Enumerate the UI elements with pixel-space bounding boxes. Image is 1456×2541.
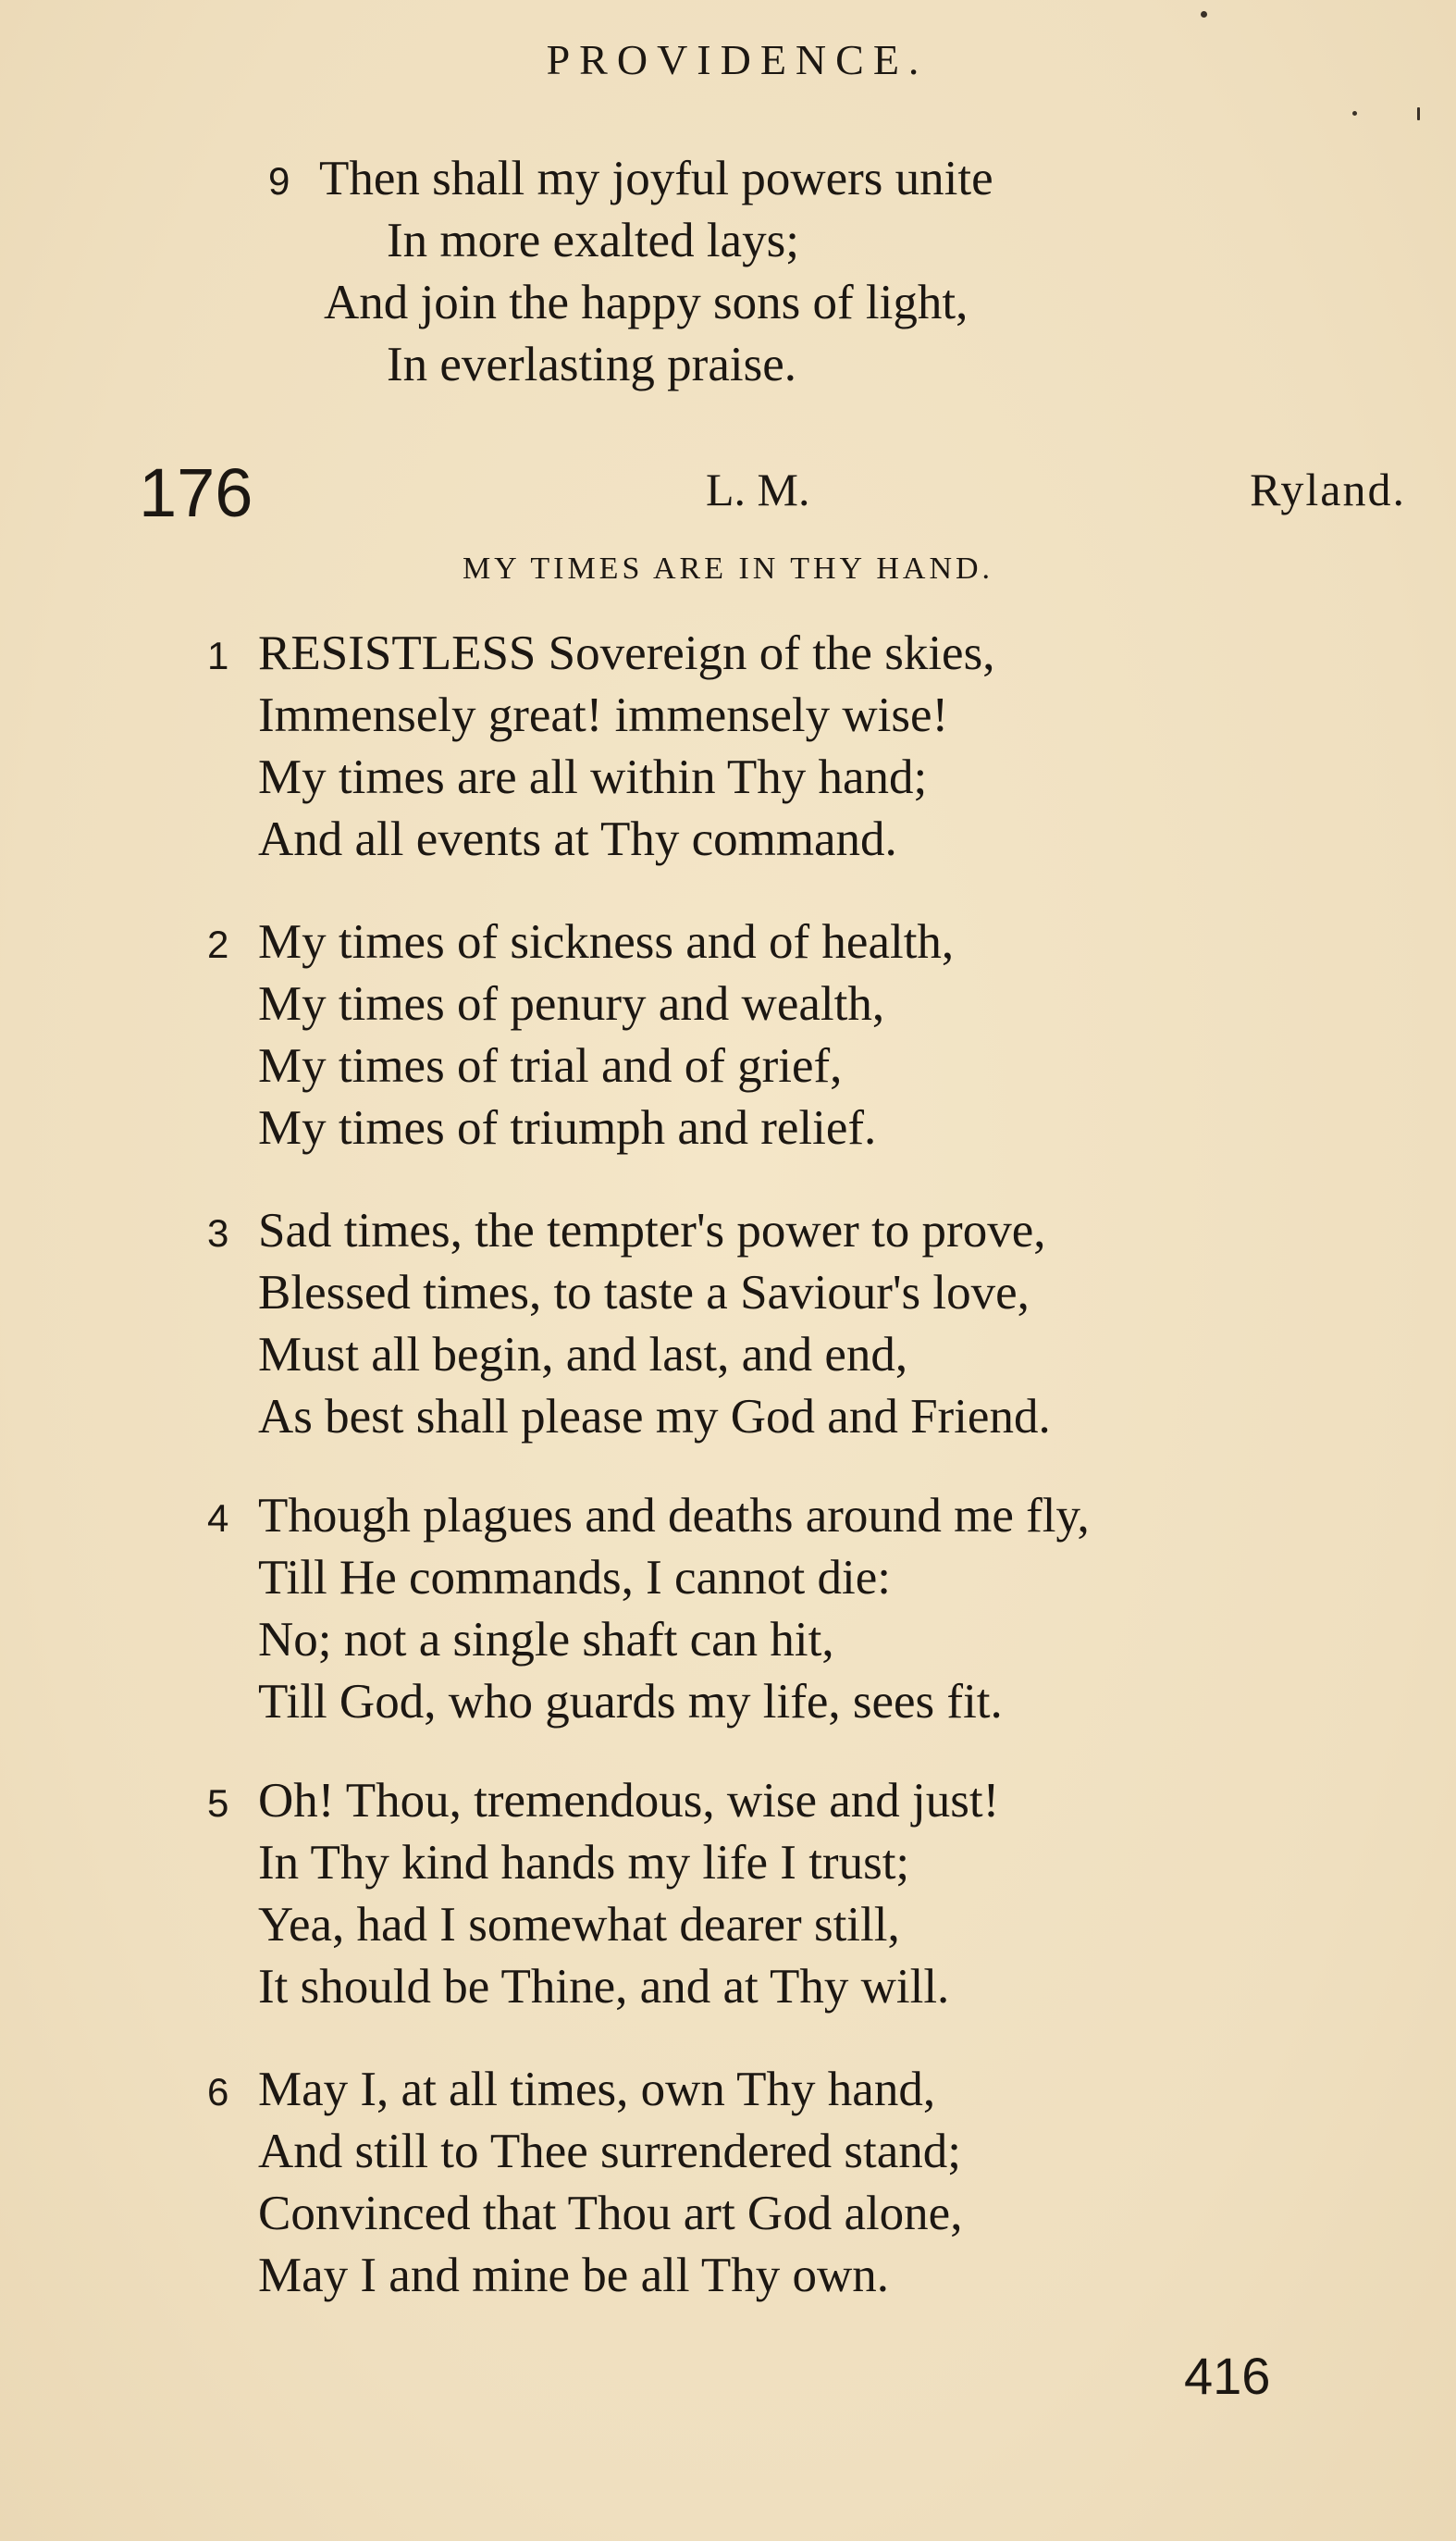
- stanza: [207, 911, 954, 1159]
- stanza-number: 4: [207, 1496, 229, 1540]
- stanza-line: Blessed times, to taste a Saviour's love,: [258, 1266, 1030, 1320]
- stanza-line: Must all begin, and last, and end,: [258, 1328, 908, 1382]
- print-speck: [1352, 111, 1357, 116]
- stanza-number: 5: [207, 1781, 229, 1825]
- stanza-number: 2: [207, 923, 229, 966]
- stanza-line: As best shall please my God and Friend.: [258, 1390, 1051, 1444]
- stanza-line: 2 My times of sickness and of health,: [207, 911, 954, 973]
- stanza-line: It should be Thine, and at Thy will.: [258, 1960, 950, 2014]
- stanza-line: My times of trial and of grief,: [258, 1039, 843, 1093]
- stanza-line: In more exalted lays;: [387, 214, 799, 267]
- stanza-line: Till God, who guards my life, sees fit.: [258, 1675, 1003, 1729]
- page-number: 416: [1184, 2347, 1271, 2405]
- stanza-line: 6 May I, at all times, own Thy hand,: [207, 2059, 962, 2121]
- hymn-tune: Ryland.: [1250, 464, 1406, 515]
- stanza-line: Immensely great! immensely wise!: [258, 688, 949, 742]
- stanza-line: Yea, had I somewhat dearer still,: [258, 1898, 900, 1952]
- stanza-line: My times of penury and wealth,: [258, 977, 885, 1031]
- stanza-line: Till He commands, I cannot die:: [258, 1551, 892, 1605]
- stanza: [207, 1770, 999, 2018]
- stanza-line: My times are all within Thy hand;: [258, 750, 928, 804]
- stanza-line: In Thy kind hands my life I trust;: [258, 1836, 910, 1890]
- stanza: [207, 623, 994, 871]
- stanza-line: In everlasting praise.: [387, 338, 796, 391]
- running-head: PROVIDENCE.: [546, 36, 929, 83]
- print-speck: [1417, 107, 1420, 120]
- stanza-line: No; not a single shaft can hit,: [258, 1613, 834, 1667]
- stanza-line: 1 RESISTLESS Sovereign of the skies,: [207, 623, 994, 685]
- stanza: [207, 2059, 962, 2307]
- hymn-subtitle: MY TIMES ARE IN THY HAND.: [462, 552, 994, 586]
- stanza-number: 1: [207, 634, 229, 677]
- stanza-line: 4 Though plagues and deaths around me fly,: [207, 1485, 1090, 1547]
- stanza-number: 3: [207, 1211, 229, 1255]
- stanza-number: 6: [207, 2070, 229, 2113]
- stanza-number: 9: [268, 159, 290, 203]
- stanza-line: May I and mine be all Thy own.: [258, 2249, 889, 2302]
- hymn-number: 176: [139, 454, 253, 531]
- hymn-header: [0, 453, 1456, 537]
- stanza-line: 5 Oh! Thou, tremendous, wise and just!: [207, 1770, 999, 1832]
- stanza-line: And still to Thee surrendered stand;: [258, 2125, 961, 2178]
- stanza-line: My times of triumph and relief.: [258, 1101, 877, 1155]
- stanza-line: Convinced that Thou art God alone,: [258, 2187, 963, 2240]
- stanza-line: 9 Then shall my joyful powers unite: [268, 148, 993, 210]
- prev-hymn-stanza: [268, 148, 993, 396]
- stanza-line: And all events at Thy command.: [258, 812, 897, 866]
- print-speck: [1201, 11, 1207, 18]
- stanza: [207, 1485, 1090, 1733]
- stanza-line: 3 Sad times, the tempter's power to prove,: [207, 1200, 1051, 1262]
- stanza: [207, 1200, 1051, 1448]
- hymn-meter: L. M.: [706, 464, 810, 515]
- stanza-line: And join the happy sons of light,: [324, 276, 969, 329]
